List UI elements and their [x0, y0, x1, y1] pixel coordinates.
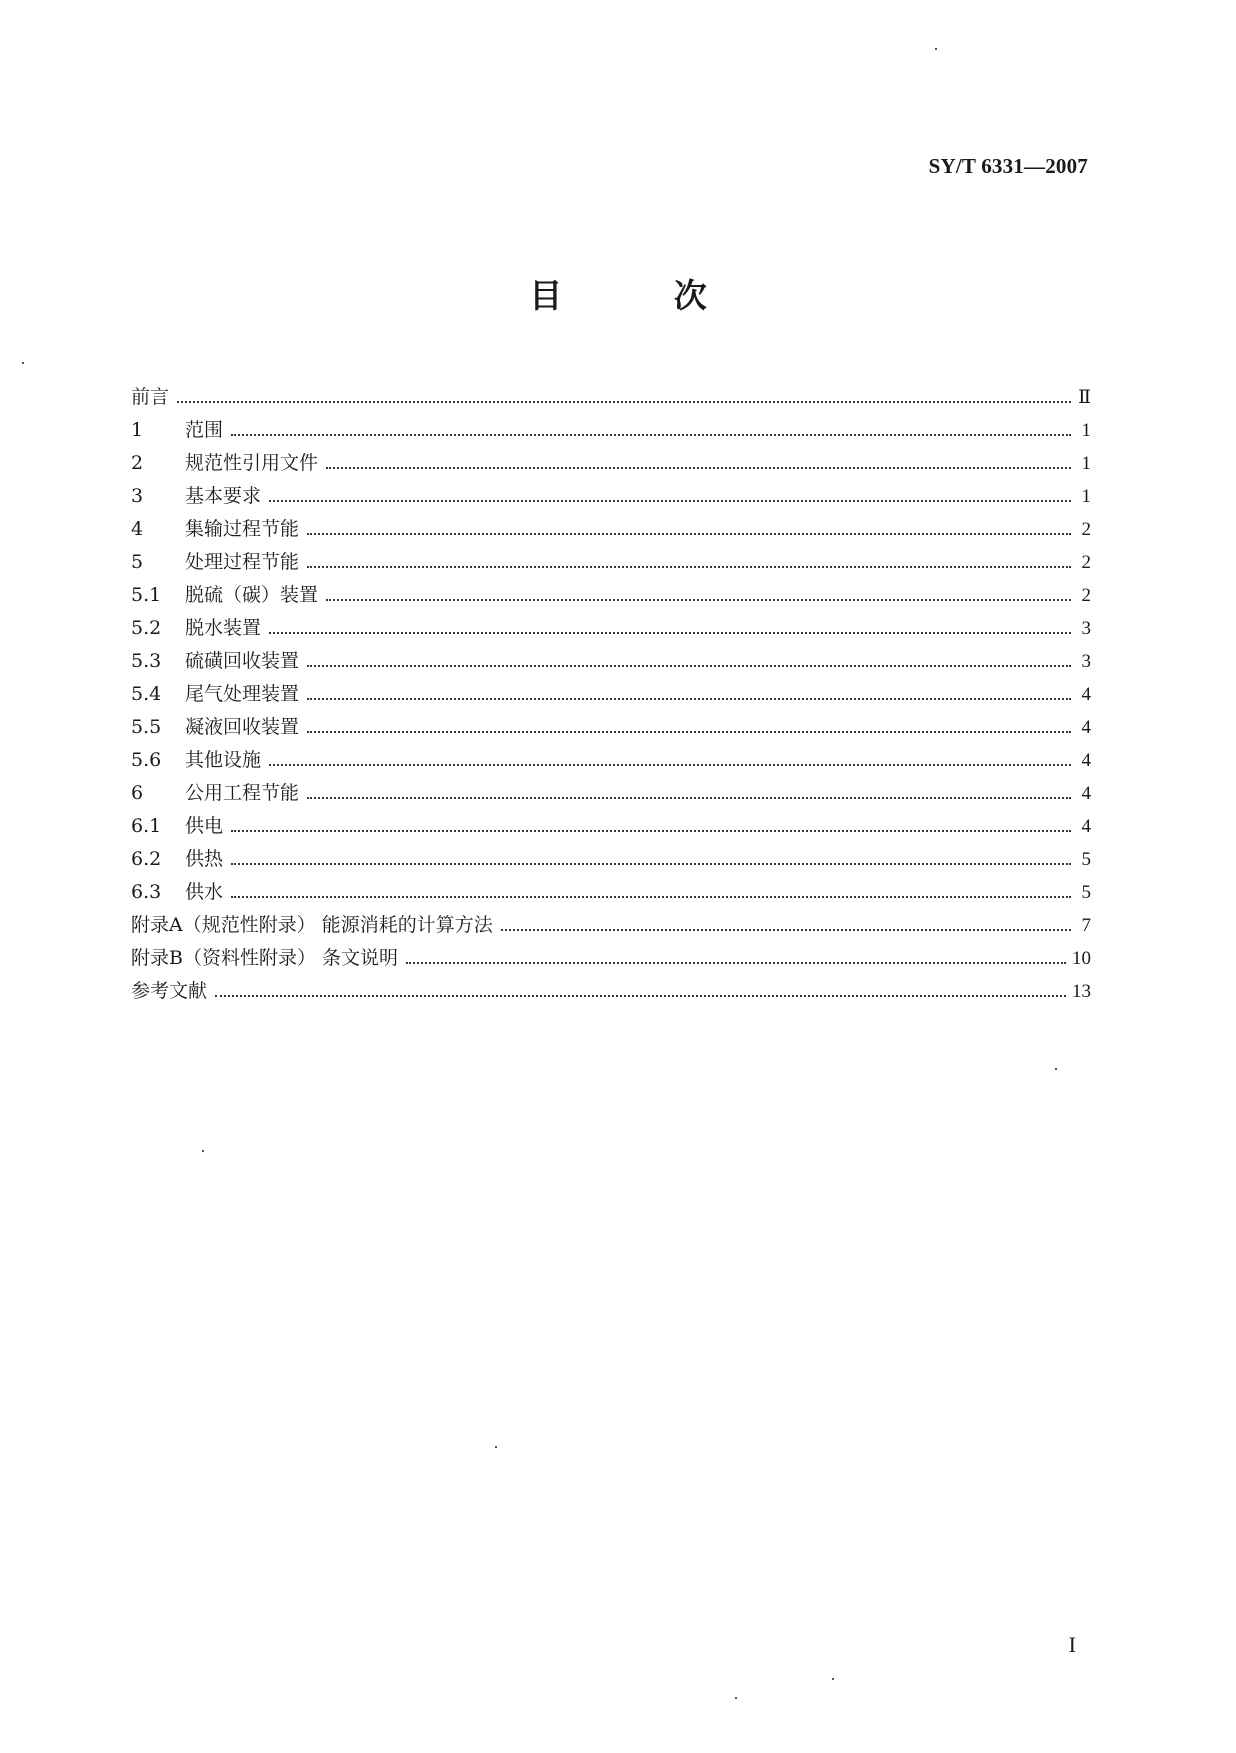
- toc-dot-leader: [231, 863, 1071, 865]
- toc-entry[interactable]: [131, 382, 1091, 415]
- toc-entry-number: 3: [131, 485, 144, 507]
- toc-entry-label: [131, 580, 326, 607]
- toc-dot-leader: [307, 665, 1071, 667]
- toc-entry-title: 其他设施: [185, 749, 262, 771]
- toc-entry-title: 集输过程节能: [185, 518, 300, 540]
- toc-entry-page: 2: [1081, 519, 1091, 540]
- scan-speck: [22, 362, 24, 364]
- toc-entry-title: 范围: [185, 419, 224, 441]
- toc-entry-title: 处理过程节能: [185, 551, 300, 573]
- toc-entry-page: 13: [1072, 981, 1091, 1002]
- toc-entry-page: 5: [1081, 882, 1091, 903]
- scan-speck: [495, 1446, 497, 1448]
- toc-entry[interactable]: [131, 415, 1091, 448]
- toc-entry-label: [131, 514, 307, 541]
- toc-entry[interactable]: [131, 943, 1091, 976]
- toc-dot-leader: [307, 698, 1071, 700]
- toc-entry-title: 供热: [185, 848, 224, 870]
- toc-entry-number: 6: [131, 782, 144, 804]
- toc-dot-leader: [269, 764, 1071, 766]
- toc-entry-number: 5.2: [131, 617, 162, 639]
- toc-entry-title: 前言: [131, 386, 170, 408]
- toc-entry[interactable]: [131, 679, 1091, 712]
- toc-entry[interactable]: [131, 811, 1091, 844]
- toc-dot-leader: [269, 632, 1071, 634]
- toc-entry-title: 附录B（资料性附录） 条文说明: [131, 947, 399, 969]
- toc-entry-number: 6.3: [131, 881, 162, 903]
- scan-speck: [935, 48, 937, 50]
- toc-entry-title: 基本要求: [185, 485, 262, 507]
- toc-entry-title: 规范性引用文件: [185, 452, 319, 474]
- toc-entry-page: 3: [1081, 618, 1091, 639]
- toc-entry-title: 凝液回收装置: [185, 716, 300, 738]
- toc-entry[interactable]: [131, 514, 1091, 547]
- toc-entry[interactable]: [131, 481, 1091, 514]
- toc-entry-number: 6.1: [131, 815, 162, 837]
- toc-entry[interactable]: [131, 877, 1091, 910]
- toc-dot-leader: [231, 434, 1071, 436]
- scan-speck: [1055, 1068, 1057, 1070]
- toc-entry-page: 4: [1081, 783, 1091, 804]
- toc-entry-label: [131, 547, 307, 574]
- toc-entry-number: 5.4: [131, 683, 162, 705]
- toc-entry-number: 5: [131, 551, 144, 573]
- toc-entry[interactable]: [131, 745, 1091, 778]
- toc-entry-page: 1: [1081, 486, 1091, 507]
- toc-entry-number: 4: [131, 518, 144, 540]
- toc-entry-page: Ⅱ: [1078, 387, 1091, 408]
- toc-dot-leader: [307, 533, 1071, 535]
- toc-entry[interactable]: [131, 778, 1091, 811]
- toc-entry-title: 公用工程节能: [185, 782, 300, 804]
- toc-entry-page: 4: [1081, 684, 1091, 705]
- toc-entry-number: 6.2: [131, 848, 162, 870]
- toc-entry-label: [131, 382, 177, 409]
- toc-entry-page: 1: [1081, 420, 1091, 441]
- toc-entry[interactable]: [131, 844, 1091, 877]
- toc-entry-number: 1: [131, 419, 144, 441]
- toc-entry-label: [131, 778, 307, 805]
- toc-entry-number: 5.3: [131, 650, 162, 672]
- toc-dot-leader: [307, 797, 1071, 799]
- toc-entry-label: [131, 943, 406, 970]
- toc-entry-title: 硫磺回收装置: [185, 650, 300, 672]
- toc-dot-leader: [231, 830, 1071, 832]
- toc-entry-page: 1: [1081, 453, 1091, 474]
- toc-entry-page: 2: [1081, 585, 1091, 606]
- toc-entry-label: [131, 811, 231, 838]
- toc-entry-title: 参考文献: [131, 980, 208, 1002]
- toc-entry[interactable]: [131, 646, 1091, 679]
- toc-entry-number: 5.1: [131, 584, 162, 606]
- standard-code: SY/T 6331—2007: [928, 154, 1088, 178]
- toc-entry-page: 2: [1081, 552, 1091, 573]
- toc-entry-label: [131, 844, 231, 871]
- toc-entry[interactable]: [131, 547, 1091, 580]
- toc-dot-leader: [177, 401, 1071, 403]
- toc-dot-leader: [501, 929, 1071, 931]
- toc-entry-number: 2: [131, 452, 144, 474]
- toc-entry-page: 4: [1081, 750, 1091, 771]
- toc-entry-label: [131, 976, 215, 1003]
- toc-dot-leader: [326, 599, 1071, 601]
- toc-entry-title: 脱硫（碳）装置: [185, 584, 319, 606]
- toc-entry-page: 4: [1081, 717, 1091, 738]
- toc-entry-label: [131, 679, 307, 706]
- toc-entry-page: 3: [1081, 651, 1091, 672]
- toc-dot-leader: [307, 566, 1071, 568]
- toc-entry[interactable]: [131, 613, 1091, 646]
- toc-entry[interactable]: [131, 910, 1091, 943]
- toc-entry-title: 附录A（规范性附录） 能源消耗的计算方法: [131, 914, 493, 936]
- toc-dot-leader: [326, 467, 1071, 469]
- toc-dot-leader: [307, 731, 1071, 733]
- toc-entry-label: [131, 415, 231, 442]
- toc-entry[interactable]: [131, 976, 1091, 1009]
- table-of-contents: [131, 382, 1091, 1009]
- toc-dot-leader: [269, 500, 1071, 502]
- toc-entry-label: [131, 481, 269, 508]
- toc-entry-title: 尾气处理装置: [185, 683, 300, 705]
- toc-entry-label: [131, 448, 326, 475]
- toc-entry-title: 脱水装置: [185, 617, 262, 639]
- toc-entry-page: 7: [1081, 915, 1091, 936]
- toc-entry-title: 供水: [185, 881, 224, 903]
- toc-entry[interactable]: [131, 448, 1091, 481]
- toc-entry-title: 供电: [185, 815, 224, 837]
- toc-entry[interactable]: [131, 580, 1091, 613]
- page-title: 目 次: [529, 276, 757, 315]
- toc-entry-label: [131, 712, 307, 739]
- toc-entry-page: 5: [1081, 849, 1091, 870]
- toc-entry-page: 10: [1072, 948, 1091, 969]
- toc-dot-leader: [406, 962, 1066, 964]
- scan-speck: [832, 1678, 834, 1680]
- toc-entry[interactable]: [131, 712, 1091, 745]
- scan-speck: [202, 1150, 204, 1152]
- toc-entry-number: 5.5: [131, 716, 162, 738]
- toc-entry-number: 5.6: [131, 749, 162, 771]
- toc-dot-leader: [231, 896, 1071, 898]
- toc-entry-label: [131, 910, 501, 937]
- page-number: I: [1068, 1632, 1076, 1657]
- toc-entry-label: [131, 745, 269, 772]
- scan-speck: [735, 1697, 737, 1699]
- toc-dot-leader: [215, 995, 1066, 997]
- toc-entry-label: [131, 613, 269, 640]
- toc-entry-label: [131, 646, 307, 673]
- toc-entry-label: [131, 877, 231, 904]
- toc-entry-page: 4: [1081, 816, 1091, 837]
